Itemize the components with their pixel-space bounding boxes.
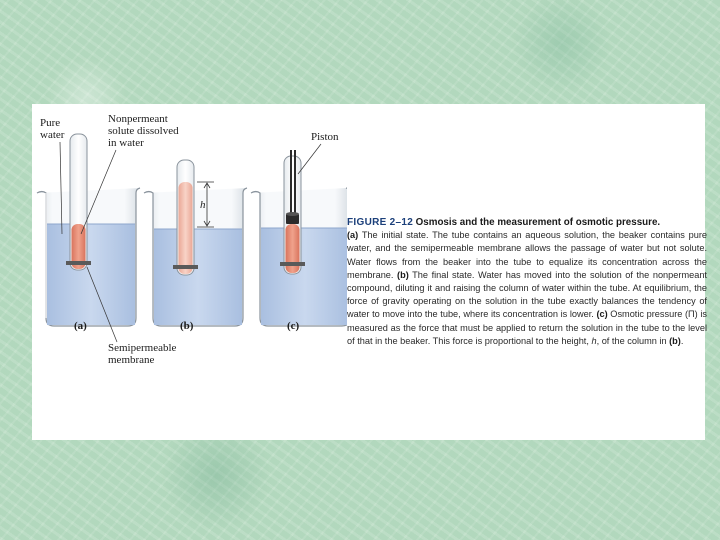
caption-period: . <box>680 335 684 346</box>
nonpermeant-line-3: in water <box>108 137 144 149</box>
panel-c-label: (c) <box>287 320 300 332</box>
membrane-a <box>66 261 91 265</box>
beaker-a-water <box>47 224 135 325</box>
caption-c-text: Osmotic pressure (Π) is measured as the force that must be applied to return the solution in the tube to the level of that in the beaker. This force is proportional to the height, <box>347 309 707 346</box>
nonpermeant-line-2: solute dissolved <box>108 125 179 137</box>
pure-water-label <box>40 117 65 141</box>
caption-end-b: (b) <box>669 335 681 346</box>
caption-h: h <box>591 335 597 346</box>
membrane-label <box>108 342 177 366</box>
panel-a-label: (a) <box>74 320 87 332</box>
tube-b-solution <box>179 182 193 274</box>
membrane-line-1: Semipermeable <box>108 342 177 354</box>
caption-b-label: (b) <box>397 269 409 280</box>
caption-title-line <box>347 217 660 227</box>
figure-title: Osmosis and the measurement of osmotic pressure. <box>415 217 661 228</box>
caption-end-text: , of the column in <box>596 335 670 346</box>
caption-b-text: The final state. Water has moved into the solution of the nonpermeant compound, diluting it and raising the column of water within the tube. At equilibrium, the force of gravity operating on the solution in the tube exactly balances the tendency of water to move into the tube, where its concentration is lower. <box>347 269 707 320</box>
caption-a-label: (a) <box>347 230 359 241</box>
caption-c-label: (c) <box>596 309 608 320</box>
beaker-c <box>251 150 347 326</box>
height-label: h <box>200 199 206 211</box>
osmosis-diagram <box>32 104 347 440</box>
membrane-line-2: membrane <box>108 354 155 366</box>
figure-caption <box>347 216 707 348</box>
beaker-b-water <box>154 229 242 325</box>
piston-label: Piston <box>311 131 339 143</box>
caption-a-text: The initial state. The tube contains an aqueous solution, the beaker contains pure water, and the semipermeable membrane allows the passage of water but not solute. Water flows from the beaker into the tube to equalize its concentration across the membrane. <box>347 230 707 280</box>
figure-panel <box>32 104 705 440</box>
membrane-c <box>280 262 305 266</box>
pure-water-line-1: Pure <box>40 117 61 129</box>
membrane-b <box>173 265 198 269</box>
beaker-c-water <box>261 228 347 325</box>
pure-water-line-2: water <box>40 129 65 141</box>
panel-b-label: (b) <box>180 320 194 332</box>
beaker-a <box>37 134 140 326</box>
piston-leader <box>298 144 321 174</box>
figure-number: FIGURE 2–12 <box>347 217 414 228</box>
nonpermeant-line-1: Nonpermeant <box>108 113 168 125</box>
nonpermeant-label <box>108 113 179 149</box>
beaker-b <box>144 160 247 326</box>
